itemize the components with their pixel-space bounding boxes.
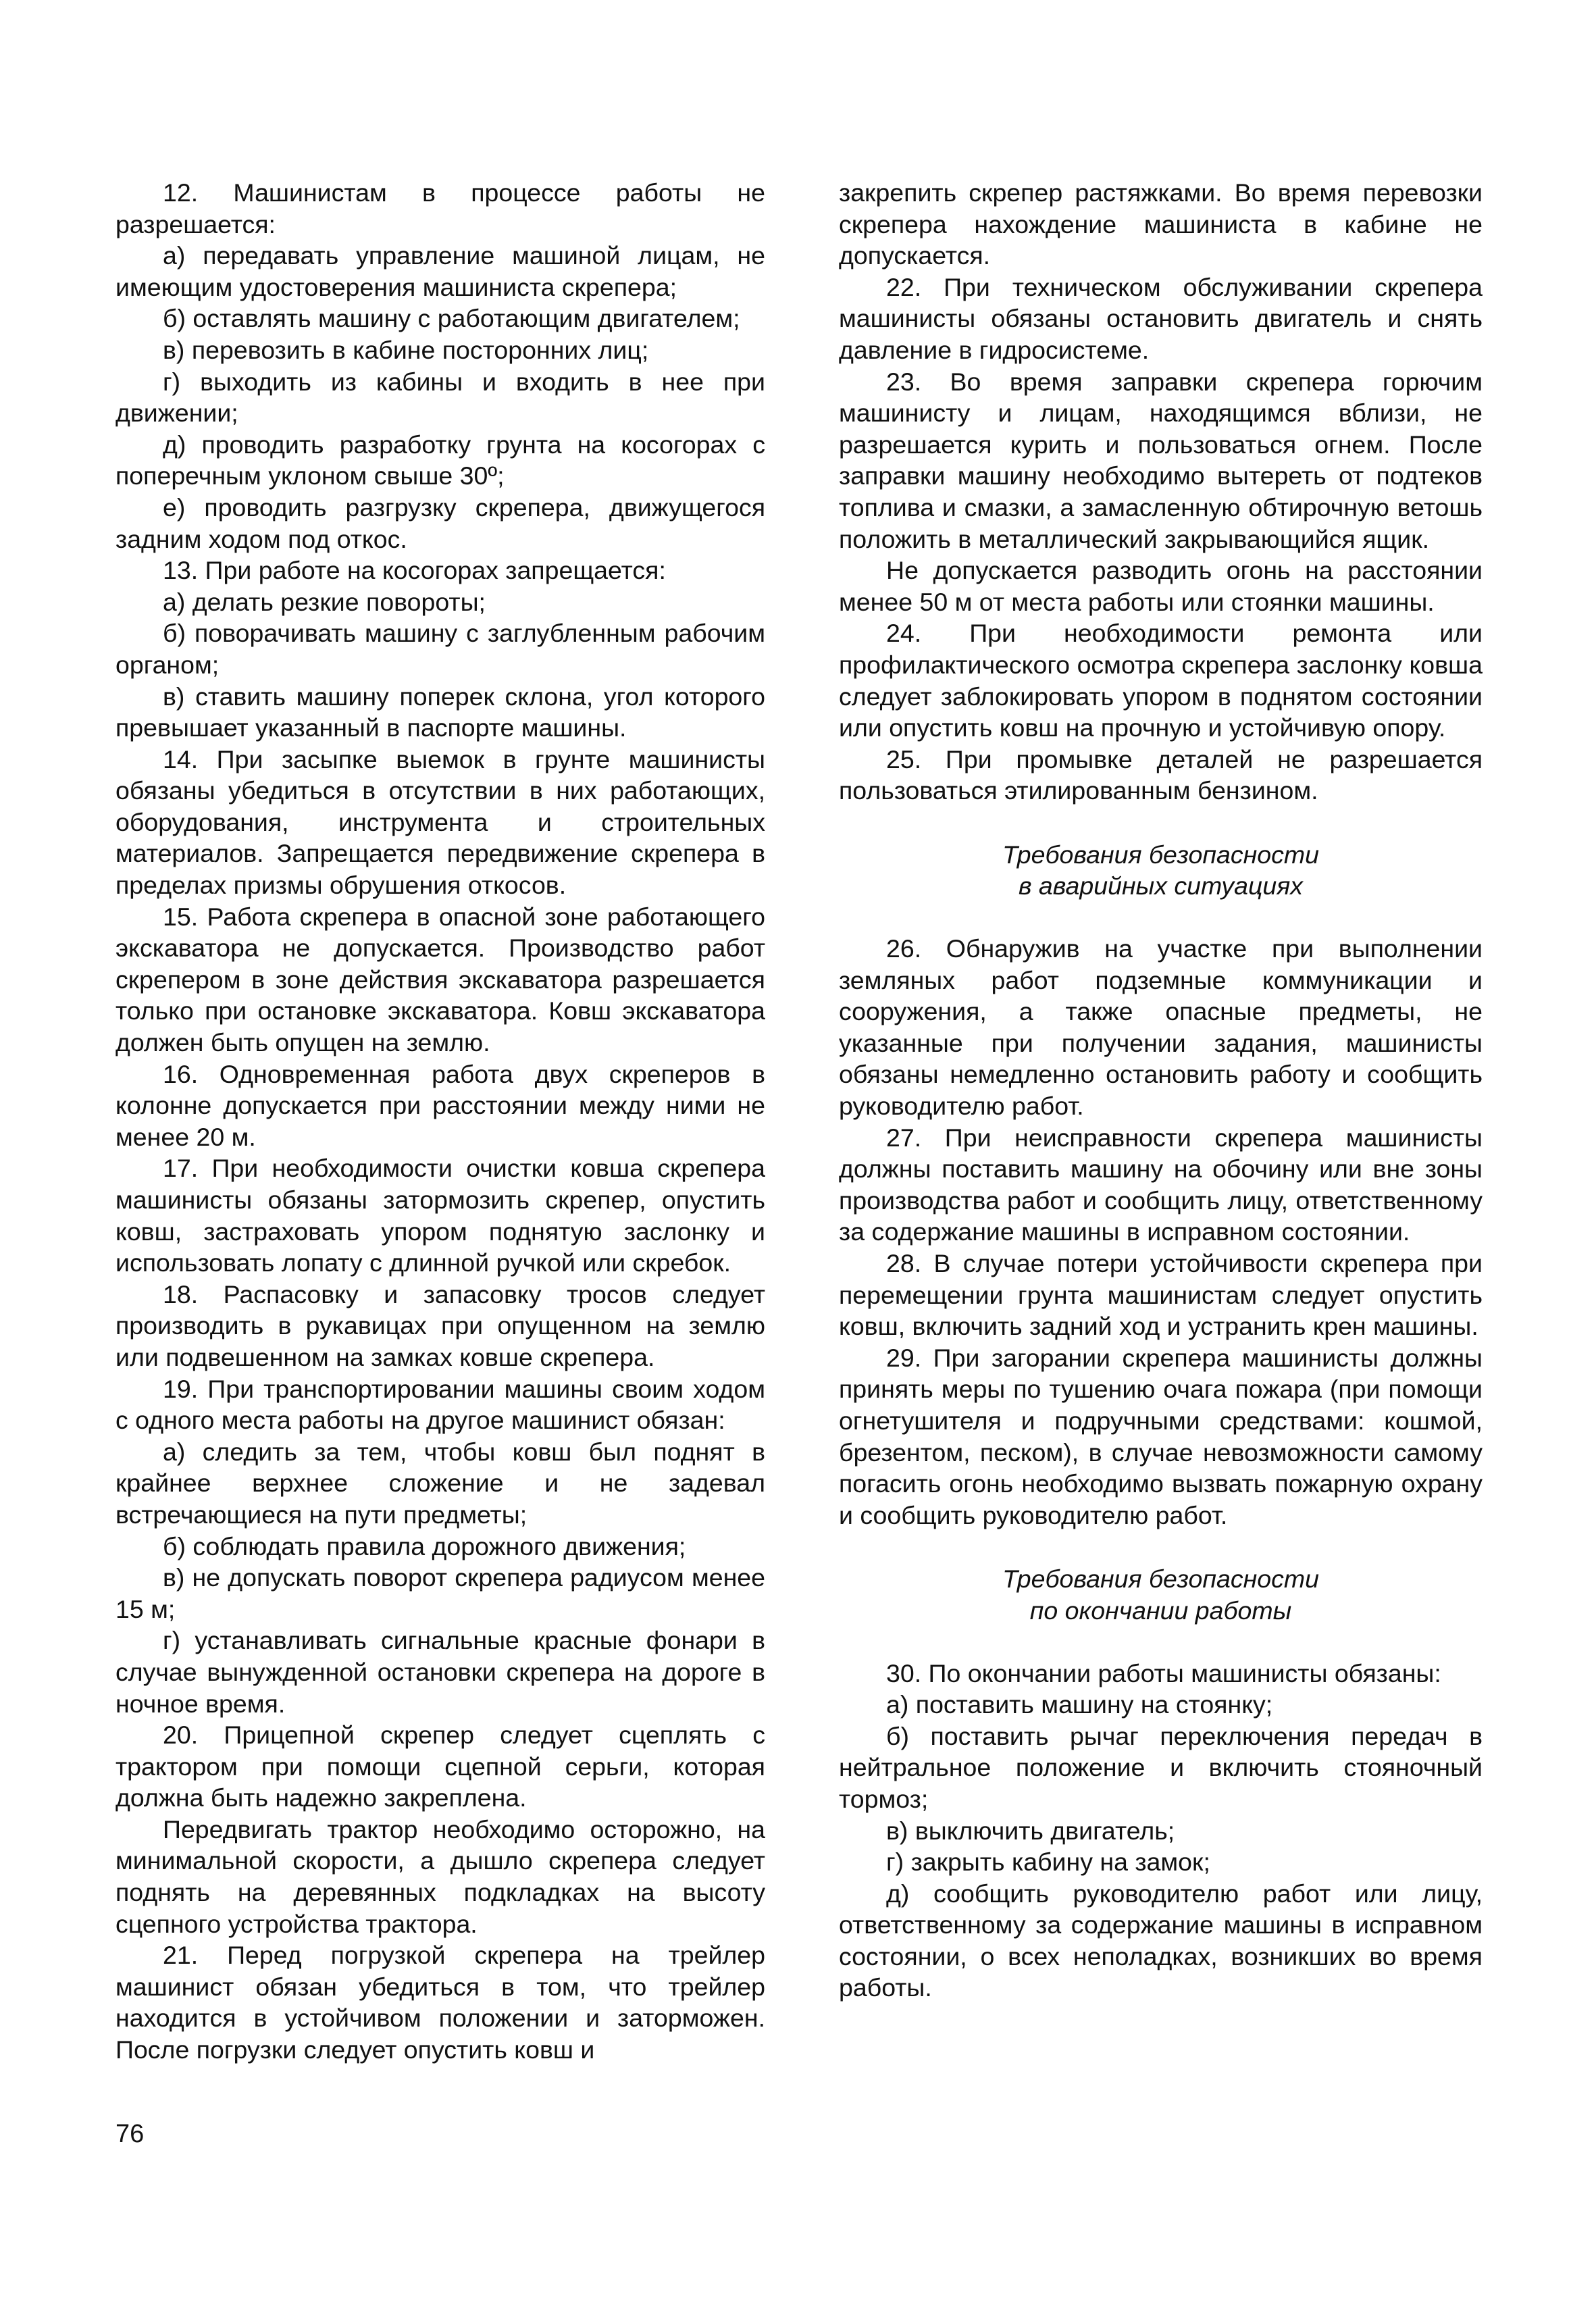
paragraph: г) выходить из кабины и входить в нее при движении; (115, 367, 765, 428)
paragraph: б) оставлять машину с работающим двигателем; (163, 304, 740, 333)
paragraph: 28. В случае потери устойчивости скрепера при перемещении грунта машинистам следует опустить ковш, включить задний ход и устранить крен машины. (839, 1249, 1483, 1341)
spacer (839, 807, 1483, 839)
paragraph: а) поставить машину на стоянку; (886, 1690, 1273, 1719)
paragraph: 25. При промывке деталей не разрешается пользоваться этилированным бензином. (839, 744, 1483, 805)
paragraph: б) соблюдать правила дорожного движения; (163, 1531, 686, 1560)
paragraph: д) проводить разработку грунта на косогорах с поперечным уклоном свыше 30º; (115, 430, 765, 490)
paragraph: в) выключить двигатель; (886, 1816, 1175, 1845)
paragraph: 14. При засыпке выемок в грунте машинисты обязаны убедиться в отсутствии в них работающих, оборудования, инструмента и строительных материалов. Запрещается передвижение скрепера в пределах призмы обрушения откосов. (115, 744, 765, 900)
paragraph: закрепить скрепер растяжками. Во время перевозки скрепера нахождение машиниста в кабине не допускается. (839, 178, 1483, 270)
paragraph: а) передавать управление машиной лицам, не имеющим удостоверения машиниста скрепера; (115, 241, 765, 301)
paragraph: а) делать резкие повороты; (163, 587, 486, 616)
paragraph: б) поворачивать машину с заглубленным рабочим органом; (115, 619, 765, 679)
paragraph: в) не допускать поворот скрепера радиусом менее 15 м; (115, 1563, 765, 1623)
paragraph: 26. Обнаружив на участке при выполнении земляных работ подземные коммуникации и сооружения, а также опасные предметы, не указанные при получении задания, машинисты обязаны немедленно остановить работу и сообщить руководителю работ. (839, 934, 1483, 1121)
paragraph: 15. Работа скрепера в опасной зоне работающего экскаватора не допускается. Производство работ скрепером в зоне действия экскаватора разрешается только при остановке экскаватора. Ковш экскаватора должен быть опущен на землю. (115, 902, 765, 1057)
paragraph: 24. При необходимости ремонта или профилактического осмотра скрепера заслонку ковша следует заблокировать упором в поднятом состоянии или опустить ковш на прочную и устойчивую опору. (839, 619, 1483, 742)
spacer (839, 902, 1483, 933)
paragraph: 21. Перед погрузкой скрепера на трейлер машинист обязан убедиться в том, что трейлер находится в устойчивом положении и заторможен. После погрузки следует опустить ковш и (115, 1941, 765, 2064)
paragraph: 13. При работе на косогорах запрещается: (163, 556, 666, 585)
spacer (839, 1627, 1483, 1658)
page-number: 76 (115, 2120, 145, 2148)
paragraph: Передвигать трактор необходимо осторожно, на минимальной скорости, а дышло скрепера следует поднять на деревянных подкладках на высоту сцепного устройства трактора. (115, 1814, 765, 1938)
heading-line: в аварийных ситуациях (1018, 871, 1304, 900)
paragraph: б) поставить рычаг переключения передач в нейтральное положение и включить стояночный тормоз; (839, 1721, 1483, 1813)
section-heading-emergency (839, 839, 1483, 902)
left-column (115, 177, 765, 2066)
section-heading-end-of-work (839, 1563, 1483, 1626)
paragraph: д) сообщить руководителю работ или лицу, ответственному за содержание машины в исправном состоянии, о всех неполадках, возникших во время работы. (839, 1879, 1483, 2002)
paragraph: е) проводить разгрузку скрепера, движущегося задним ходом под откос. (115, 492, 765, 553)
paragraph: 16. Одновременная работа двух скреперов в колонне допускается при расстоянии между ними не менее 20 м. (115, 1059, 765, 1151)
paragraph: Не допускается разводить огонь на расстоянии менее 50 м от места работы или стоянки машины. (839, 556, 1483, 616)
paragraph: в) перевозить в кабине посторонних лиц; (163, 335, 649, 364)
paragraph: 29. При загорании скрепера машинисты должны принять меры по тушению очага пожара (при помощи огнетушителя и подручными средствами: кошмой, брезентом, песком), в случае невозможности самому погасить огонь необходимо вызвать пожарную охрану и сообщить руководителю работ. (839, 1343, 1483, 1529)
paragraph: г) закрыть кабину на замок; (886, 1848, 1210, 1877)
paragraph: 30. По окончании работы машинисты обязаны: (886, 1658, 1441, 1687)
paragraph: 17. При необходимости очистки ковша скрепера машинисты обязаны затормозить скрепер, опустить ковш, застраховать упором поднятую заслонку и использовать лопату с длинной ручкой или скребок. (115, 1154, 765, 1277)
heading-line: Требования безопасности (1002, 840, 1319, 869)
paragraph: г) устанавливать сигнальные красные фонари в случае вынужденной остановки скрепера на дороге в ночное время. (115, 1626, 765, 1718)
paragraph: 20. Прицепной скрепер следует сцеплять с трактором при помощи сцепной серьги, которая должна быть надежно закреплена. (115, 1721, 765, 1812)
paragraph: 27. При неисправности скрепера машинисты должны поставить машину на обочину или вне зоны производства работ и сообщить лицу, ответственному за содержание машины в исправном состоянии. (839, 1123, 1483, 1246)
right-column (839, 177, 1483, 2004)
paragraph: 18. Распасовку и запасовку тросов следует производить в рукавицах при опущенном на землю или подвешенном на замках ковше скрепера. (115, 1279, 765, 1371)
paragraph: 19. При транспортировании машины своим ходом с одного места работы на другое машинист обязан: (115, 1374, 765, 1435)
spacer (839, 1531, 1483, 1563)
heading-line: по окончании работы (1029, 1596, 1292, 1625)
paragraph: 23. Во время заправки скрепера горючим машинисту и лицам, находящимся вблизи, не разрешается курить и пользоваться огнем. После заправки машину необходимо вытереть от подтеков топлива и смазки, а замасленную обтирочную ветошь положить в металлический закрывающийся ящик. (839, 367, 1483, 553)
paragraph: 12. Машинистам в процессе работы не разрешается: (115, 178, 765, 238)
heading-line: Требования безопасности (1002, 1565, 1319, 1594)
paragraph: а) следить за тем, чтобы ковш был поднят в крайнее верхнее сложение и не задевал встречающиеся на пути предметы; (115, 1437, 765, 1529)
paragraph: 22. При техническом обслуживании скрепера машинисты обязаны остановить двигатель и снять давление в гидросистеме. (839, 272, 1483, 364)
paragraph: в) ставить машину поперек склона, угол которого превышает указанный в паспорте машины. (115, 682, 765, 742)
